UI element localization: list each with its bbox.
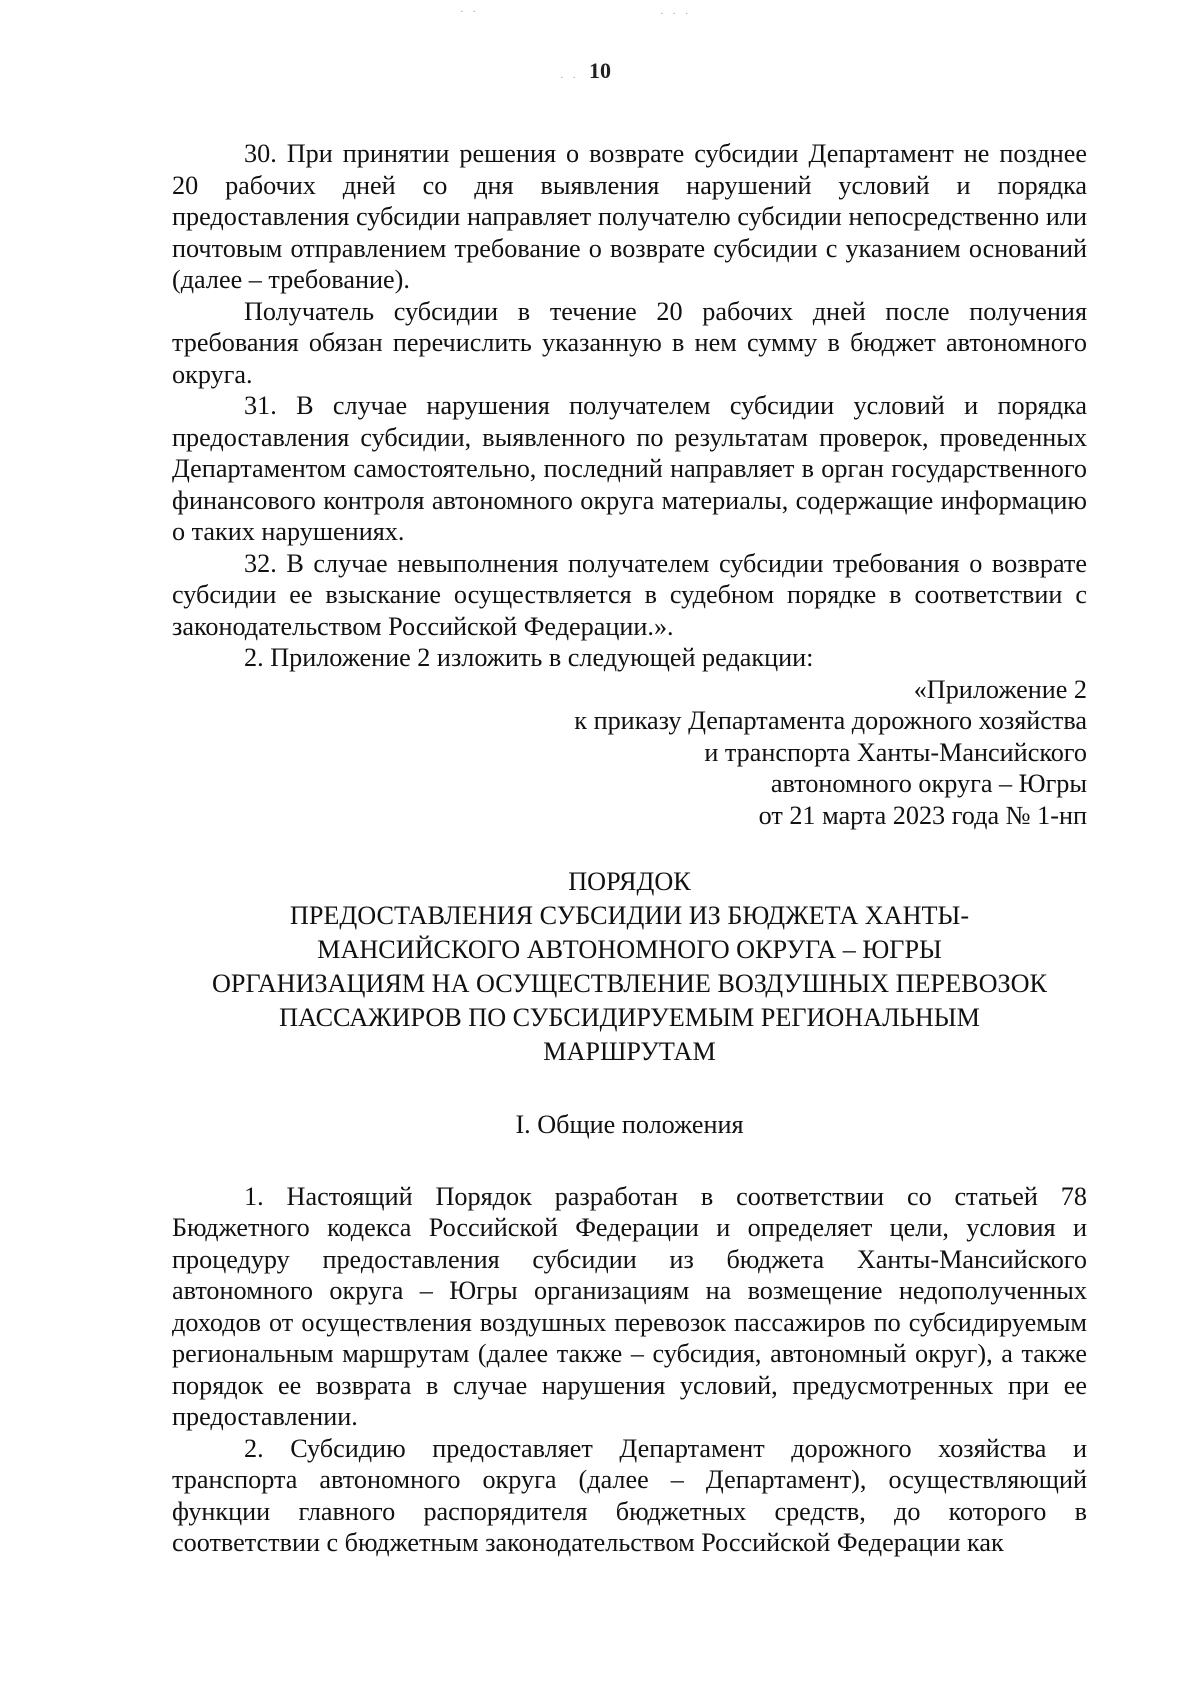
paragraph-amendment-2: 2. Приложение 2 изложить в следующей редакции: (244, 643, 814, 672)
paragraph-1: 1. Настоящий Порядок разработан в соответствии со статьей 78 Бюджетного кодекса Российской Федерации и определяет цели, условия и процедуру предоставления субсидии из бюджета Ханты-Мансийского автономного округа – Югры организациям на возмещение недополученных доходов от осуществления воздушных перевозок пассажиров по субсидируемым региональным маршрутам (далее также – субсидия, автономный округ), а также порядок ее возврата в случае нарушения условий, предусмотренных при ее предоставлении. (172, 1181, 1087, 1431)
section-heading: I. Общие положения (515, 1110, 744, 1139)
title-line: ПРЕДОСТАВЛЕНИЯ СУБСИДИИ ИЗ БЮДЖЕТА ХАНТЫ- (289, 901, 970, 930)
scan-noise: · · · (660, 8, 692, 20)
appendix-line: и транспорта Ханты-Мансийского (704, 737, 1087, 767)
title-line: ОРГАНИЗАЦИЯМ НА ОСУЩЕСТВЛЕНИЕ ВОЗДУШНЫХ ПЕРЕВОЗОК (212, 969, 1047, 998)
title-line: МАНСИЙСКОГО АВТОНОМНОГО ОКРУГА – ЮГРЫ (317, 935, 942, 964)
paragraph-32: 32. В случае невыполнения получателем субсидии требования о возврате субсидии ее взыскание осуществляется в судебном порядке в соответствии с законодательством Российской Федерации.». (172, 548, 1087, 641)
page-number: 10 (589, 58, 611, 83)
appendix-line: к приказу Департамента дорожного хозяйства (574, 706, 1087, 735)
document-title (172, 865, 1087, 1069)
paragraph-31: 31. В случае нарушения получателем субсидии условий и порядка предоставления субсидии, выявленного по результатам проверок, проведенных Департаментом самостоятельно, последний направляет в орган государственного финансового контроля автономного округа материалы, содержащие информацию о таких нарушениях. (172, 391, 1087, 546)
appendix-line: «Приложение 2 (913, 674, 1087, 704)
document-body (172, 138, 1087, 1559)
paragraph-30-recipient: Получатель субсидии в течение 20 рабочих дней после получения требования обязан перечислить указанную в нем сумму в бюджет автономного округа. (172, 296, 1087, 389)
scan-noise: · · (560, 72, 580, 84)
paragraph-2: 2. Субсидию предоставляет Департамент дорожного хозяйства и транспорта автономного округа (далее – Департамент), осуществляющий функции главного распорядителя бюджетных средств, до которого в соответствии с бюджетным законодательством Российской Федерации как (172, 1433, 1087, 1557)
appendix-reference (172, 674, 1087, 832)
appendix-line: автономного округа – Югры (770, 769, 1087, 798)
paragraph-30: 30. При принятии решения о возврате субсидии Департамент не позднее 20 рабочих дней со дня выявления нарушений условий и порядка предоставления субсидии направляет получателю субсидии непосредственно или почтовым отправлением требование о возврате субсидии с указанием оснований (далее – требование). (172, 139, 1087, 294)
scan-noise: · · (460, 6, 480, 18)
title-line: ПОРЯДОК (568, 867, 691, 896)
title-line: ПАССАЖИРОВ ПО СУБСИДИРУЕМЫМ РЕГИОНАЛЬНЫМ (279, 1003, 980, 1032)
title-line: МАРШРУТАМ (543, 1037, 716, 1066)
appendix-line: от 21 марта 2023 года № 1-нп (758, 800, 1087, 830)
